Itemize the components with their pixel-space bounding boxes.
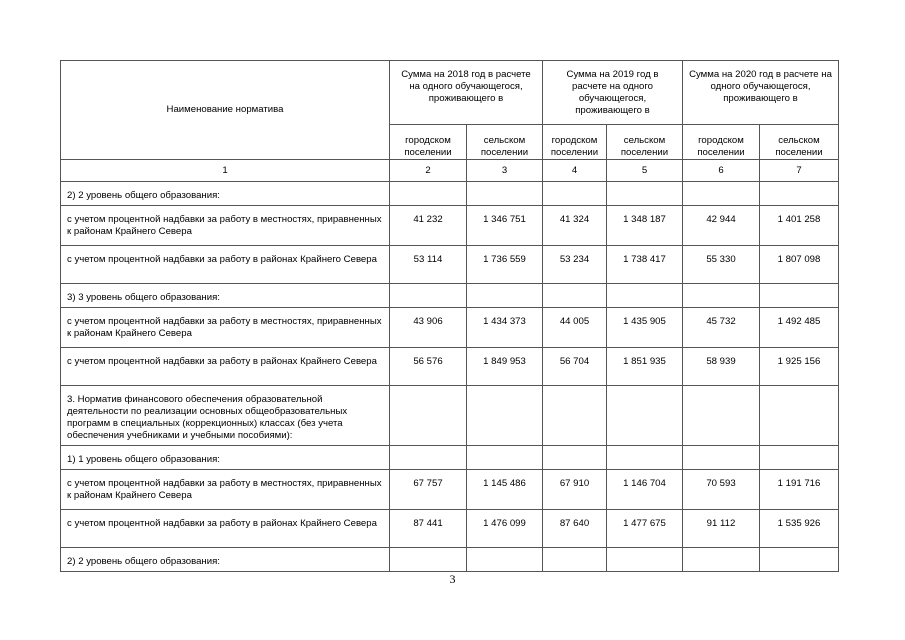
value-cell: 1 736 559 — [467, 246, 543, 284]
subheader-cell: сельском поселении — [607, 125, 683, 160]
value-cell: 1 925 156 — [760, 348, 839, 386]
row-name: с учетом процентной надбавки за работу в районах Крайнего Севера — [61, 510, 390, 548]
value-cell: 53 114 — [390, 246, 467, 284]
table-row — [61, 470, 839, 510]
value-cell: 1 535 926 — [760, 510, 839, 548]
value-cell: 1 492 485 — [760, 308, 839, 348]
column-number: 4 — [543, 160, 607, 182]
column-number: 6 — [683, 160, 760, 182]
value-cell — [390, 446, 467, 470]
value-cell — [467, 548, 543, 572]
page-number: 3 — [449, 572, 456, 586]
value-cell — [760, 386, 839, 446]
value-cell — [543, 284, 607, 308]
value-cell: 67 910 — [543, 470, 607, 510]
row-name: 3) 3 уровень общего образования: — [61, 284, 390, 308]
value-cell: 1 476 099 — [467, 510, 543, 548]
table-row — [61, 386, 839, 446]
value-cell — [390, 284, 467, 308]
value-cell: 87 640 — [543, 510, 607, 548]
table-row — [61, 510, 839, 548]
value-cell — [607, 548, 683, 572]
value-cell: 55 330 — [683, 246, 760, 284]
header-year-2019: Сумма на 2019 год в расчете на одного обучающегося, проживающего в — [543, 61, 683, 125]
table-row — [61, 246, 839, 284]
value-cell: 43 906 — [390, 308, 467, 348]
value-cell: 58 939 — [683, 348, 760, 386]
header-year-2020: Сумма на 2020 год в расчете на одного обучающегося, проживающего в — [683, 61, 839, 125]
value-cell — [683, 386, 760, 446]
value-cell — [760, 182, 839, 206]
row-name: с учетом процентной надбавки за работу в районах Крайнего Севера — [61, 246, 390, 284]
row-name: с учетом процентной надбавки за работу в местностях, приравненных к районам Крайнего Севера — [61, 470, 390, 510]
row-name: с учетом процентной надбавки за работу в местностях, приравненных к районам Крайнего Севера — [61, 206, 390, 246]
value-cell: 1 738 417 — [607, 246, 683, 284]
value-cell: 1 191 716 — [760, 470, 839, 510]
value-cell: 1 434 373 — [467, 308, 543, 348]
value-cell — [543, 548, 607, 572]
value-cell: 41 324 — [543, 206, 607, 246]
row-name: 1) 1 уровень общего образования: — [61, 446, 390, 470]
header-year-2018: Сумма на 2018 год в расчете на одного обучающегося, проживающего в — [390, 61, 543, 125]
subheader-cell: городском поселении — [543, 125, 607, 160]
value-cell — [607, 284, 683, 308]
value-cell: 53 234 — [543, 246, 607, 284]
value-cell: 1 145 486 — [467, 470, 543, 510]
subheader-cell: сельском поселении — [760, 125, 839, 160]
value-cell: 1 807 098 — [760, 246, 839, 284]
value-cell: 45 732 — [683, 308, 760, 348]
table-row — [61, 206, 839, 246]
value-cell — [683, 446, 760, 470]
table-row — [61, 348, 839, 386]
value-cell — [760, 548, 839, 572]
column-number: 2 — [390, 160, 467, 182]
row-name: 3. Норматив финансового обеспечения образовательной деятельности по реализации основных общеобразовательных программ в специальных (коррекционных) классах (без учета обеспечения учебниками и учебными пособиями): — [61, 386, 390, 446]
value-cell: 56 576 — [390, 348, 467, 386]
row-name: 2) 2 уровень общего образования: — [61, 548, 390, 572]
value-cell — [467, 284, 543, 308]
value-cell: 1 401 258 — [760, 206, 839, 246]
value-cell — [683, 548, 760, 572]
value-cell: 1 348 187 — [607, 206, 683, 246]
value-cell — [760, 284, 839, 308]
value-cell: 1 435 905 — [607, 308, 683, 348]
table-row — [61, 182, 839, 206]
value-cell — [683, 182, 760, 206]
value-cell — [607, 182, 683, 206]
value-cell: 1 849 953 — [467, 348, 543, 386]
value-cell: 44 005 — [543, 308, 607, 348]
value-cell — [390, 386, 467, 446]
normatives-table — [60, 60, 839, 572]
value-cell: 91 112 — [683, 510, 760, 548]
column-number: 7 — [760, 160, 839, 182]
subheader-cell: городском поселении — [390, 125, 467, 160]
table-row — [61, 308, 839, 348]
value-cell: 70 593 — [683, 470, 760, 510]
value-cell — [467, 446, 543, 470]
value-cell: 1 851 935 — [607, 348, 683, 386]
column-number: 3 — [467, 160, 543, 182]
value-cell — [467, 386, 543, 446]
table-row — [61, 446, 839, 470]
row-name: с учетом процентной надбавки за работу в районах Крайнего Севера — [61, 348, 390, 386]
value-cell: 67 757 — [390, 470, 467, 510]
subheader-cell: городском поселении — [683, 125, 760, 160]
value-cell — [390, 548, 467, 572]
value-cell — [760, 446, 839, 470]
value-cell: 1 477 675 — [607, 510, 683, 548]
value-cell: 87 441 — [390, 510, 467, 548]
value-cell — [607, 446, 683, 470]
table-body — [61, 182, 839, 572]
value-cell: 1 146 704 — [607, 470, 683, 510]
value-cell: 56 704 — [543, 348, 607, 386]
value-cell — [607, 386, 683, 446]
value-cell — [683, 284, 760, 308]
table-row — [61, 284, 839, 308]
column-number-row — [61, 160, 839, 182]
row-name: 2) 2 уровень общего образования: — [61, 182, 390, 206]
value-cell: 41 232 — [390, 206, 467, 246]
row-name: с учетом процентной надбавки за работу в местностях, приравненных к районам Крайнего Севера — [61, 308, 390, 348]
value-cell — [543, 446, 607, 470]
column-number: 1 — [61, 160, 390, 182]
value-cell — [467, 182, 543, 206]
value-cell: 1 346 751 — [467, 206, 543, 246]
subheader-cell: сельском поселении — [467, 125, 543, 160]
value-cell — [390, 182, 467, 206]
header-name: Наименование норматива — [61, 61, 390, 160]
value-cell — [543, 386, 607, 446]
value-cell — [543, 182, 607, 206]
value-cell: 42 944 — [683, 206, 760, 246]
header-row — [61, 61, 839, 125]
table-row — [61, 548, 839, 572]
column-number: 5 — [607, 160, 683, 182]
